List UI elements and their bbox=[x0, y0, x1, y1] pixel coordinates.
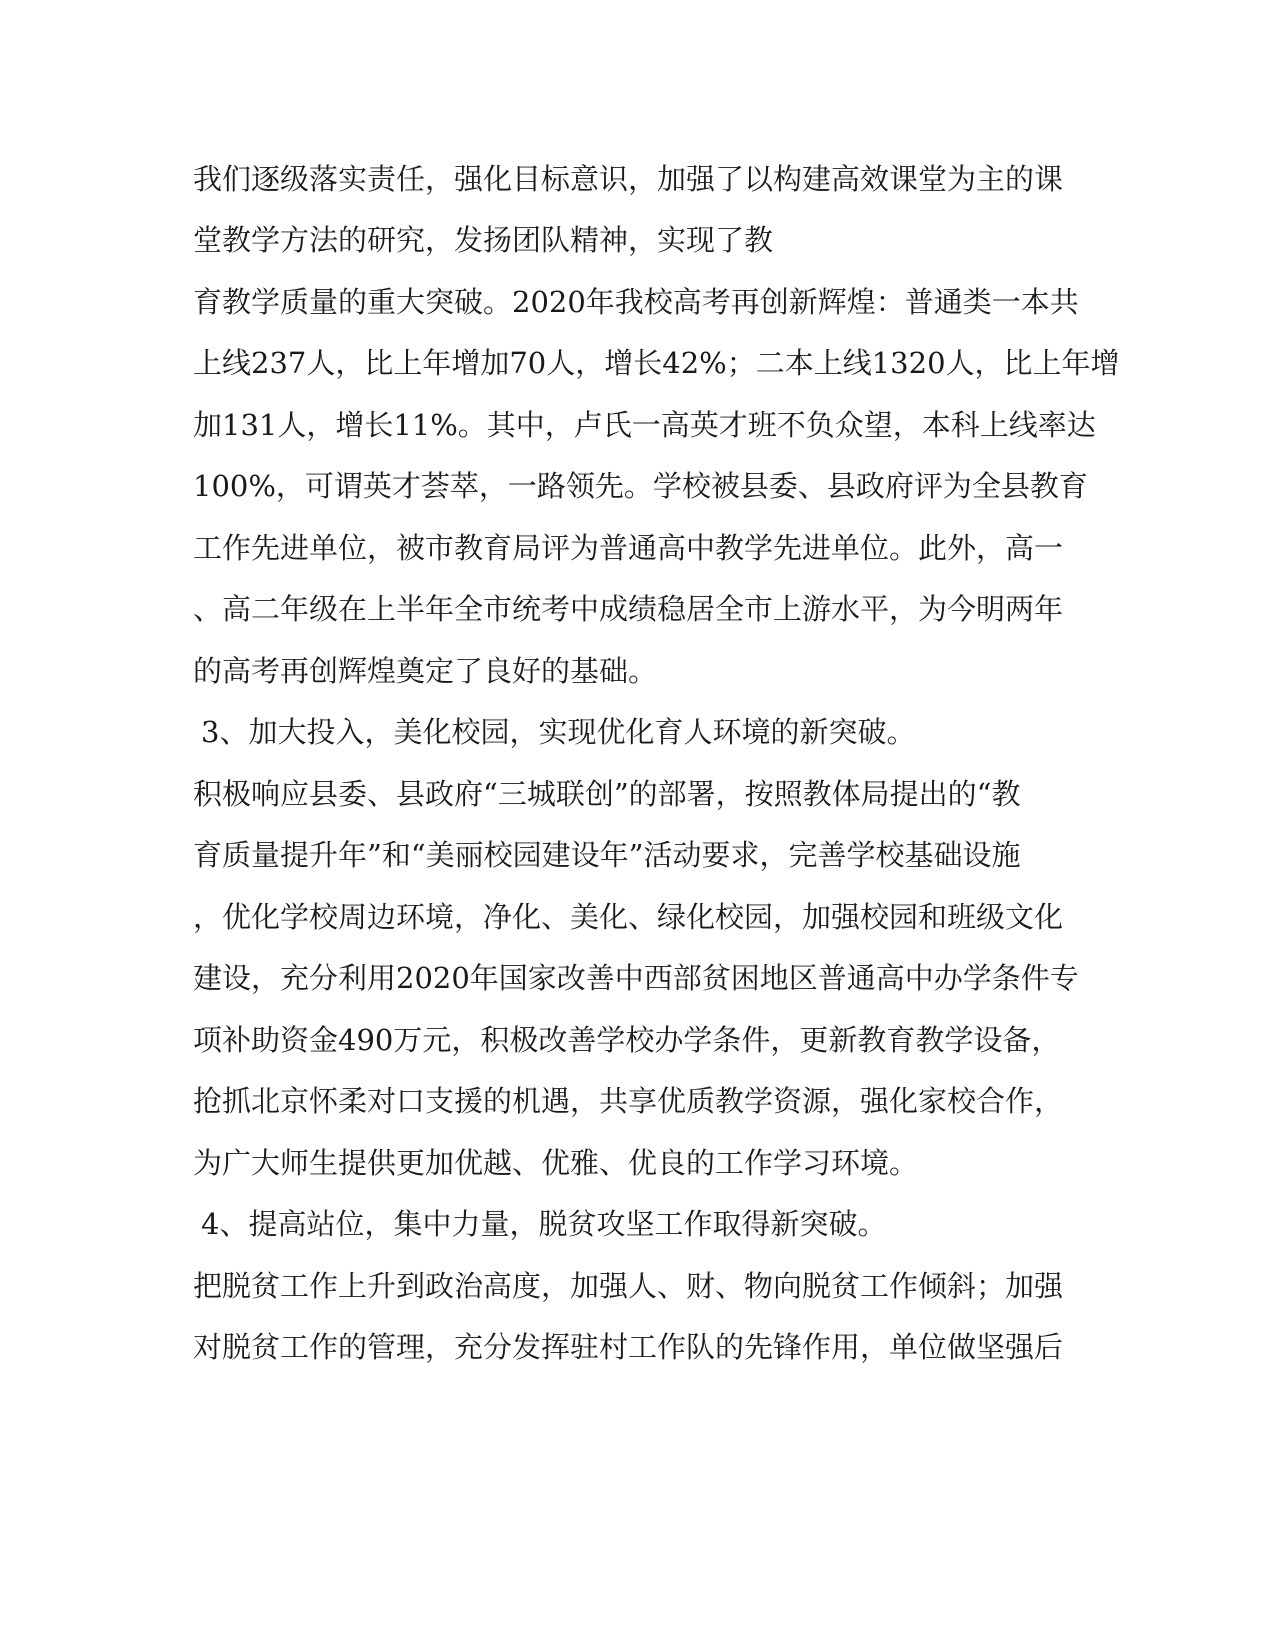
text-line: 把脱贫工作上升到政治高度，加强人、财、物向脱贫工作倾斜；加强 bbox=[193, 1269, 1064, 1303]
text-line: 的高考再创辉煌奠定了良好的基础。 bbox=[193, 654, 658, 688]
text-line: 我们逐级落实责任，强化目标意识，加强了以构建高效课堂为主的课 bbox=[193, 162, 1064, 196]
text-line: ，优化学校周边环境，净化、美化、绿化校园，加强校园和班级文化 bbox=[193, 900, 1064, 934]
text-line: 育质量提升年”和“美丽校园建设年”活动要求，完善学校基础设施 bbox=[193, 838, 1021, 872]
text-line: 、高二年级在上半年全市统考中成绩稳居全市上游水平，为今明两年 bbox=[193, 592, 1064, 626]
text-line: 工作先进单位，被市教育局评为普通高中教学先进单位。此外，高一 bbox=[193, 531, 1064, 565]
text-line: 建设，充分利用2020年国家改善中西部贫困地区普通高中办学条件专 bbox=[193, 961, 1079, 995]
text-line: 加131人，增长11%。其中，卢氏一高英才班不负众望，本科上线率达 bbox=[193, 408, 1096, 442]
text-line: 对脱贫工作的管理，充分发挥驻村工作队的先锋作用，单位做坚强后 bbox=[193, 1330, 1064, 1364]
text-line: 上线237人，比上年增加70人，增长42%；二本上线1320人，比上年增 bbox=[193, 346, 1120, 380]
text-line: 积极响应县委、县政府“三城联创”的部署，按照教体局提出的“教 bbox=[193, 777, 1021, 811]
text-line: 为广大师生提供更加优越、优雅、优良的工作学习环境。 bbox=[193, 1146, 919, 1180]
text-line: 抢抓北京怀柔对口支援的机遇，共享优质教学资源，强化家校合作， bbox=[193, 1084, 1064, 1118]
text-line: 项补助资金490万元，积极改善学校办学条件，更新教育教学设备， bbox=[193, 1023, 1061, 1057]
section-heading: 4、提高站位，集中力量，脱贫攻坚工作取得新突破。 bbox=[201, 1207, 887, 1241]
section-heading: 3、加大投入，美化校园，实现优化育人环境的新突破。 bbox=[201, 715, 916, 749]
text-line: 育教学质量的重大突破。2020年我校高考再创新辉煌：普通类一本共 bbox=[193, 285, 1079, 319]
text-line: 堂教学方法的研究，发扬团队精神，实现了教 bbox=[193, 223, 774, 257]
text-line: 100%，可谓英才荟萃，一路领先。学校被县委、县政府评为全县教育 bbox=[193, 469, 1088, 503]
